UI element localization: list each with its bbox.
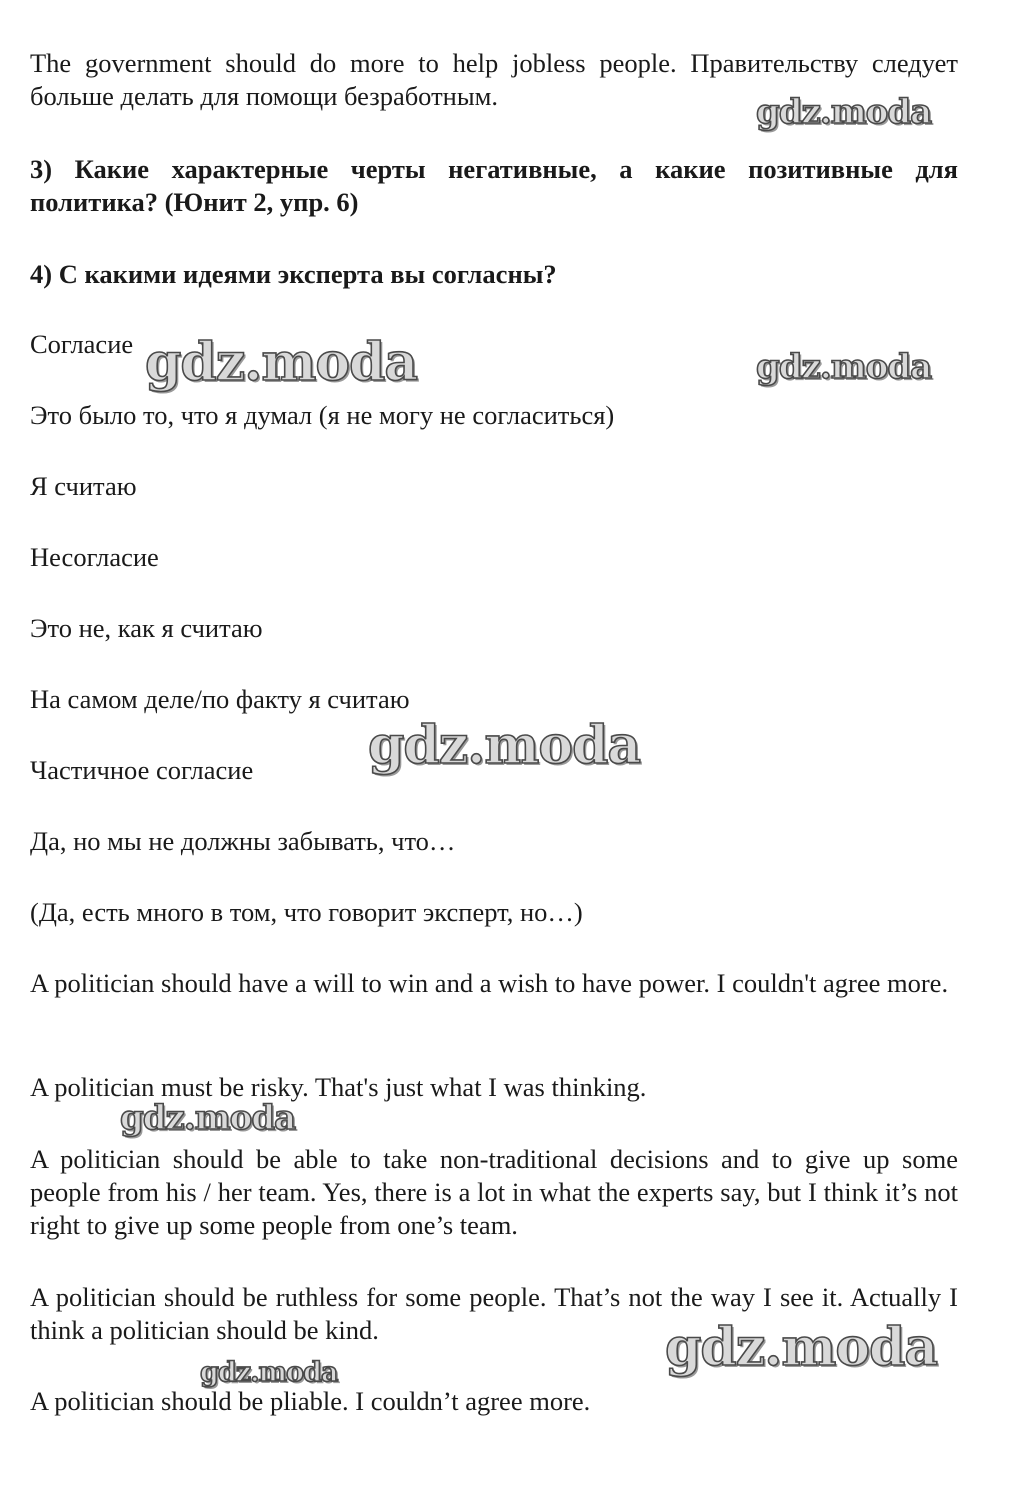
example-risky: A politician must be risky. That's just what I was thinking. bbox=[30, 1072, 647, 1102]
example-ruthless: A politician should be ruthless for some people. That’s not the way I see it. Actually I think a politician should be kind. bbox=[30, 1282, 958, 1345]
question-4: 4) С какими идеями эксперта вы согласны? bbox=[30, 259, 557, 289]
watermark-logo: gdz.moda bbox=[120, 1098, 296, 1138]
watermark-logo: gdz.moda bbox=[200, 1357, 338, 1388]
example-will-to-win: A politician should have a will to win and a wish to have power. I couldn't agree more. bbox=[30, 968, 949, 998]
agreement-phrase-1: Это было то, что я думал (я не могу не согласиться) bbox=[30, 400, 615, 430]
heading-agreement: Согласие bbox=[30, 329, 134, 359]
heading-partial-agreement: Частичное согласие bbox=[30, 755, 254, 785]
heading-disagreement: Несогласие bbox=[30, 542, 159, 572]
agreement-phrase-2: Я считаю bbox=[30, 471, 137, 501]
watermark-logo: gdz.moda bbox=[368, 715, 641, 776]
question-3: 3) Какие характерные черты негативные, а какие позитивные для политика? (Юнит 2, упр. 6) bbox=[30, 154, 958, 217]
example-non-traditional: A politician should be able to take non-traditional decisions and to give up some people from his / her team. Yes, there is a lot in what the experts say, but I think it’s not right to give up some people from one’s team. bbox=[30, 1144, 958, 1240]
disagreement-phrase-2: На самом деле/по факту я считаю bbox=[30, 684, 410, 714]
example-pliable: A politician should be pliable. I couldn’t agree more. bbox=[30, 1386, 591, 1416]
disagreement-phrase-1: Это не, как я считаю bbox=[30, 613, 263, 643]
watermark-logo: gdz.moda bbox=[756, 92, 932, 132]
partial-phrase-1: Да, но мы не должны забывать, что… bbox=[30, 826, 456, 856]
partial-phrase-2: (Да, есть много в том, что говорит эксперт, но…) bbox=[30, 897, 583, 927]
watermark-logo: gdz.moda bbox=[145, 332, 418, 393]
watermark-logo: gdz.moda bbox=[665, 1317, 938, 1378]
watermark-logo: gdz.moda bbox=[756, 347, 932, 387]
paragraph-government: The government should do more to help jobless people. Правительству следует больше делать для помощи безработным. bbox=[30, 48, 958, 111]
